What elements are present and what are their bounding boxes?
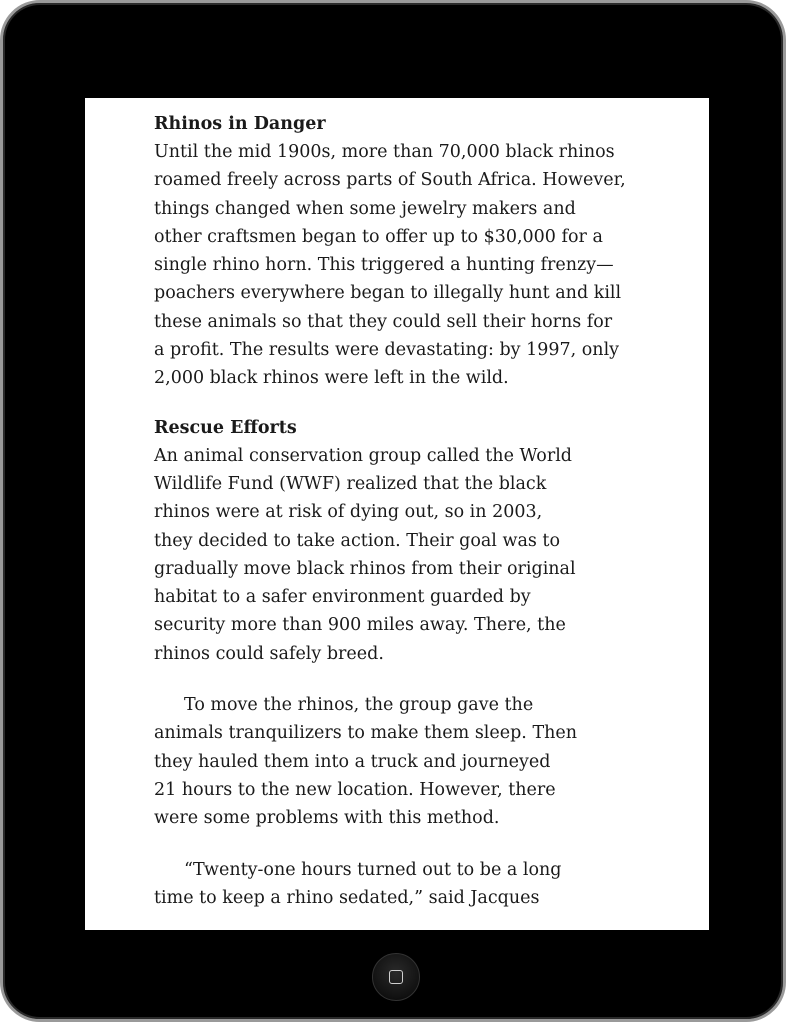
body-paragraph-quote (154, 856, 654, 913)
section-paragraph-rhinos-in-danger (154, 138, 654, 393)
spacer (154, 668, 654, 691)
text-line: these animals so that they could sell their horns for (154, 311, 613, 332)
text-line: other craftsmen began to offer up to $30,000 for a (154, 226, 603, 247)
text-line: time to keep a rhino sedated,” said Jacques (154, 887, 540, 908)
text-line: animals tranquilizers to make them sleep. Then (154, 723, 578, 744)
spacer (154, 393, 654, 414)
text-line: rhinos were at risk of dying out, so in 2003, (154, 502, 543, 523)
body-paragraph-moving-rhinos (154, 691, 654, 832)
home-button[interactable] (372, 953, 420, 1001)
text-line: Until the mid 1900s, more than 70,000 black rhinos (154, 142, 615, 162)
text-line: rhinos could safely breed. (154, 643, 384, 664)
text-line: habitat to a safer environment guarded by (154, 587, 531, 608)
text-line: roamed freely across parts of South Africa. However, (154, 170, 626, 191)
text-line: things changed when some jewelry makers and (154, 198, 576, 219)
text-line: they hauled them into a truck and journeyed (154, 751, 551, 772)
text-line: To move the rhinos, the group gave the (184, 695, 534, 716)
text-line: 2,000 black rhinos were left in the wild. (154, 368, 509, 389)
text-line: gradually move black rhinos from their original (154, 558, 576, 579)
text-line: poachers everywhere began to illegally hunt and kill (154, 283, 622, 304)
text-line: security more than 900 miles away. There, the (154, 615, 566, 636)
article-content (154, 110, 654, 912)
home-button-icon (389, 970, 403, 984)
text-line: they decided to take action. Their goal was to (154, 530, 560, 551)
text-line: 21 hours to the new location. However, there (154, 779, 556, 800)
section-paragraph-rescue-efforts (154, 442, 654, 668)
text-line: An animal conservation group called the World (154, 445, 573, 466)
text-line: Wildlife Fund (WWF) realized that the black (154, 473, 547, 494)
text-line: “Twenty-one hours turned out to be a long (184, 859, 562, 880)
text-line: were some problems with this method. (154, 808, 500, 829)
text-line: a profit. The results were devastating: by 1997, only (154, 340, 620, 361)
spacer (154, 833, 654, 856)
section-heading-rhinos-in-danger: Rhinos in Danger (154, 114, 326, 134)
reading-screen[interactable] (85, 98, 709, 930)
text-line: single rhino horn. This triggered a hunting frenzy— (154, 255, 614, 276)
section-heading-rescue-efforts: Rescue Efforts (154, 417, 297, 438)
